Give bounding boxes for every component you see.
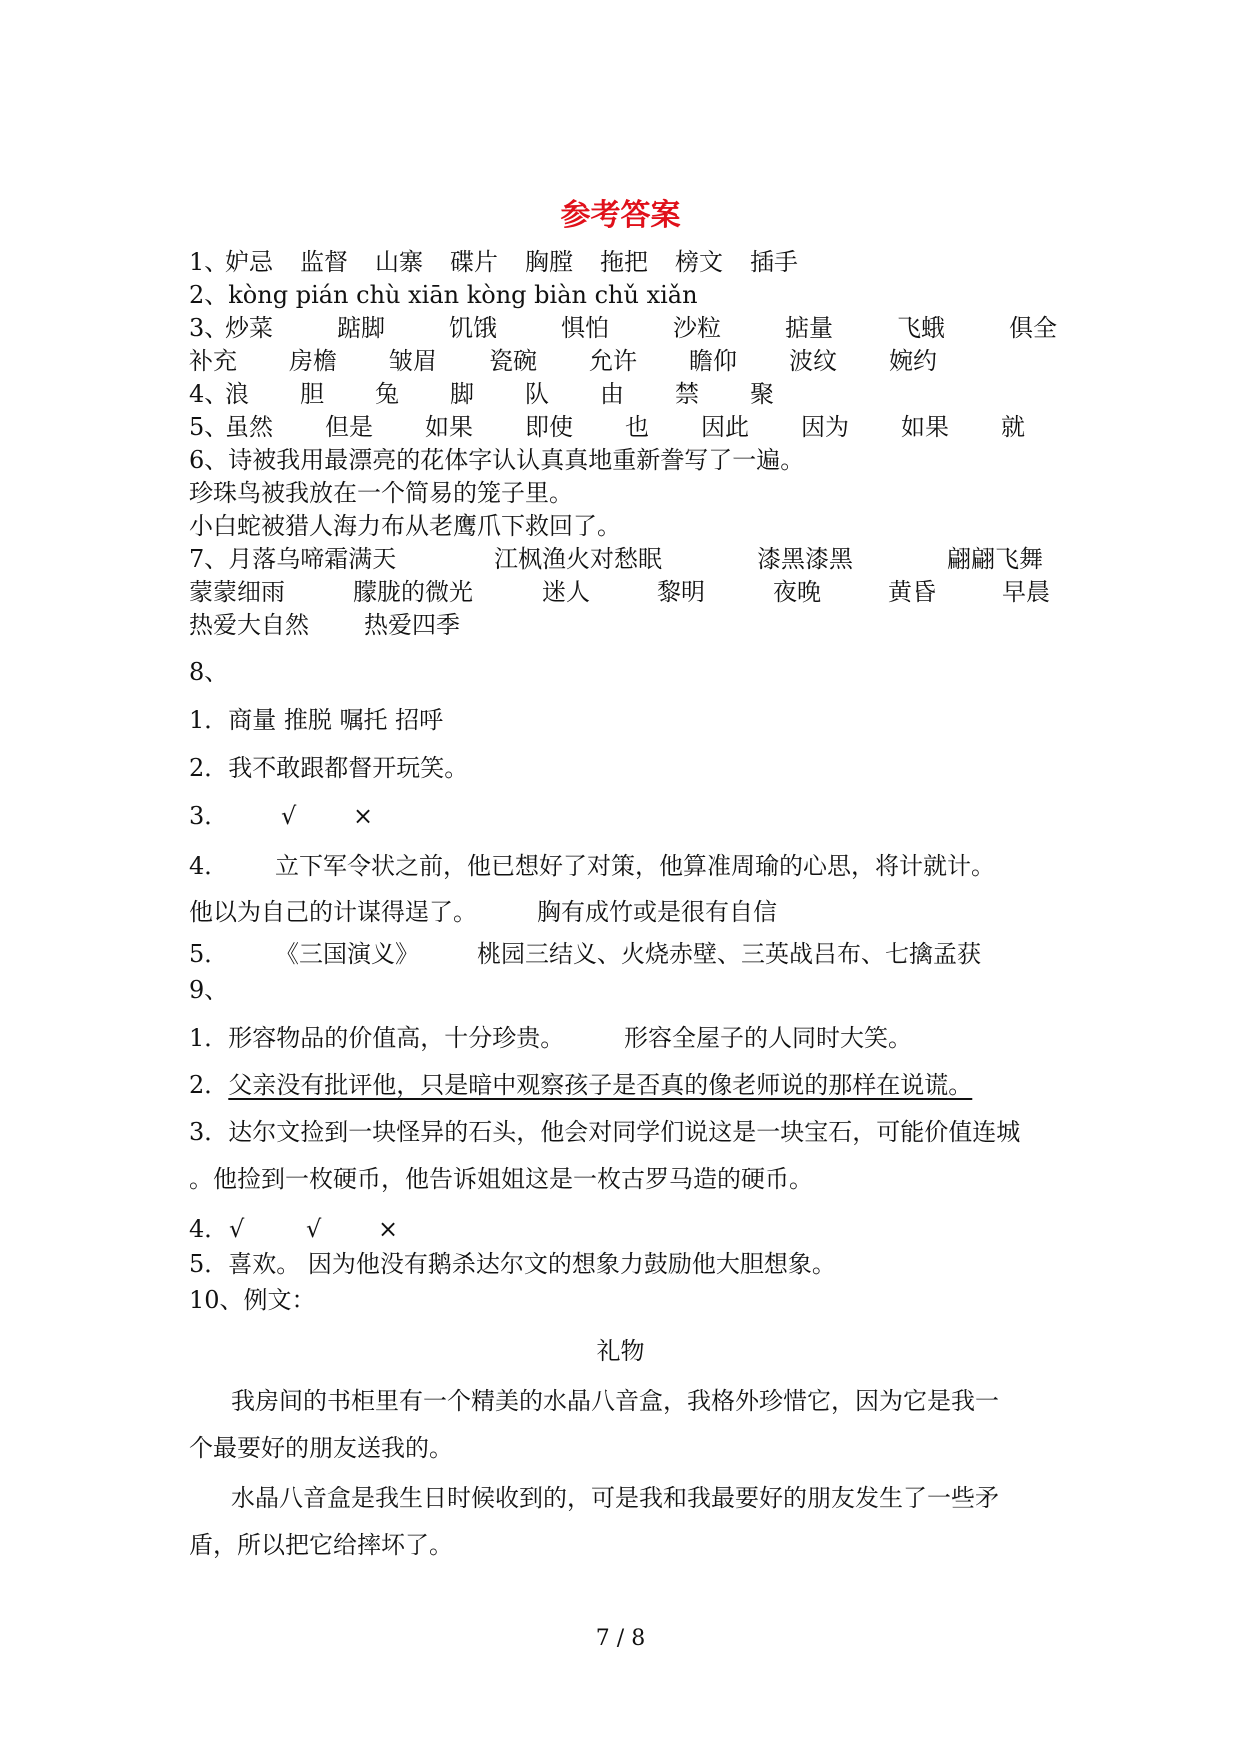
answer-9-number: 9、: [189, 976, 229, 1004]
answer-word: 妒忌: [225, 248, 273, 276]
sub-number: 4．: [189, 852, 229, 880]
essay-title: 礼物: [596, 1337, 645, 1365]
answer-8-1: 1．商量 推脱 嘱托 招呼: [189, 706, 444, 734]
answer-word: 飞蛾: [897, 314, 945, 342]
answer-word: 脚: [450, 380, 474, 408]
answer-word: 拖把: [600, 248, 648, 276]
check-mark: √: [281, 802, 297, 830]
answer-word: 胸膛: [525, 248, 573, 276]
answer-word: 即使: [525, 413, 573, 441]
answer-text: 他以为自己的计谋得逞了。: [189, 898, 477, 926]
answer-word: 瞻仰: [689, 347, 737, 375]
answer-word: 虽然: [225, 413, 273, 441]
answer-word: 夜晚: [773, 578, 821, 606]
answer-word: 热爱四季: [364, 611, 460, 639]
answer-word: 聚: [750, 380, 774, 408]
sub-number: 2．: [189, 1071, 229, 1099]
answer-8-number: 8、: [189, 658, 229, 686]
answer-word: 如果: [425, 413, 473, 441]
answer-word: 热爱大自然: [189, 611, 309, 639]
answer-word: 榜文: [675, 248, 723, 276]
answer-word: 房檐: [289, 347, 337, 375]
answer-text: 形容全屋子的人同时大笑。: [624, 1024, 912, 1052]
answer-10-label: 10、例文：: [189, 1286, 316, 1314]
answer-word: 波纹: [789, 347, 837, 375]
answer-text: 立下军令状之前，他已想好了对策，他算准周瑜的心思，将计就计。: [275, 852, 995, 880]
answer-word: 插手: [750, 248, 798, 276]
answer-word: 补充: [189, 347, 237, 375]
answer-word: 也: [625, 413, 649, 441]
answer-word: 监督: [300, 248, 348, 276]
answer-word: 瓷碗: [489, 347, 537, 375]
answer-9-2: [189, 1069, 972, 1101]
answer-word: 黄昏: [888, 578, 936, 606]
answer-9-5: 5．喜欢。 因为他没有鹅杀达尔文的想象力鼓励他大胆想象。: [189, 1250, 836, 1278]
answer-9-3-line1: 3．达尔文捡到一块怪异的石头，他会对同学们说这是一块宝石，可能价值连城: [189, 1118, 1021, 1146]
answer-word: 因此: [701, 413, 749, 441]
answer-word: 禁: [675, 380, 699, 408]
answer-word: 婉约: [889, 347, 937, 375]
sub-number: 3．: [189, 802, 229, 830]
answer-word: 皱眉: [389, 347, 437, 375]
answer-word: 炒菜: [225, 314, 273, 342]
answer-word: 漆黑漆黑: [757, 545, 853, 573]
answer-word: 由: [600, 380, 624, 408]
essay-paragraph-1-line1: 我房间的书柜里有一个精美的水晶八音盒，我格外珍惜它，因为它是我一: [231, 1387, 999, 1415]
answer-word: 沙粒: [673, 314, 721, 342]
answer-word: 蒙蒙细雨: [189, 578, 285, 606]
answer-text: 胸有成竹或是很有自信: [537, 898, 777, 926]
answer-8-2: 2．我不敢跟都督开玩笑。: [189, 754, 469, 782]
answer-word: 浪: [225, 380, 249, 408]
answer-number: 1、: [189, 248, 229, 276]
check-mark: √: [229, 1215, 245, 1243]
answer-6-line: 珍珠鸟被我放在一个简易的笼子里。: [189, 479, 573, 507]
answer-6-line: 6、诗被我用最漂亮的花体字认认真真地重新誊写了一遍。: [189, 446, 805, 474]
answer-word: 踮脚: [337, 314, 385, 342]
sub-number: 4．: [189, 1215, 229, 1243]
answer-word: 就: [1001, 413, 1025, 441]
answer-word: 早晨: [1002, 578, 1050, 606]
sub-number: 5．: [189, 940, 229, 968]
essay-paragraph-1-line2: 个最要好的朋友送我的。: [189, 1434, 453, 1462]
answer-word: 惧怕: [561, 314, 609, 342]
answer-word: 俱全: [1009, 314, 1057, 342]
answer-text: 1．形容物品的价值高，十分珍贵。: [189, 1024, 565, 1052]
book-title: 《三国演义》: [275, 940, 419, 968]
answer-word: 队: [525, 380, 549, 408]
answer-word: 迷人: [542, 578, 590, 606]
check-mark: √: [306, 1215, 322, 1243]
answer-6-line: 小白蛇被猎人海力布从老鹰爪下救回了。: [189, 512, 621, 540]
answer-word: 黎明: [657, 578, 705, 606]
answer-word: 7、月落乌啼霜满天: [189, 545, 397, 573]
answer-word: 饥饿: [449, 314, 497, 342]
answer-word: 碟片: [450, 248, 498, 276]
answer-text: 桃园三结义、火烧赤壁、三英战吕布、七擒孟获: [477, 940, 981, 968]
answer-word: 朦胧的微光: [353, 578, 473, 606]
answer-word: 如果: [901, 413, 949, 441]
page-number: 7 / 8: [595, 1626, 646, 1651]
cross-mark: ×: [353, 802, 374, 830]
answer-word: 因为: [801, 413, 849, 441]
answer-word: 江枫渔火对愁眠: [494, 545, 662, 573]
essay-paragraph-2-line1: 水晶八音盒是我生日时候收到的，可是我和我最要好的朋友发生了一些矛: [231, 1484, 999, 1512]
answer-word: 掂量: [785, 314, 833, 342]
answer-word: 允许: [589, 347, 637, 375]
answer-word: 胆: [300, 380, 324, 408]
answer-number: 5、: [189, 413, 229, 441]
page-title: 参考答案: [560, 198, 681, 233]
answer-2: 2、kòng pián chù xiān kòng biàn chǔ xiǎn: [189, 281, 698, 309]
answer-number: 4、: [189, 380, 229, 408]
answer-word: 山寨: [375, 248, 423, 276]
essay-paragraph-2-line2: 盾，所以把它给摔坏了。: [189, 1531, 453, 1559]
answer-number: 3、: [189, 314, 229, 342]
underlined-answer: 父亲没有批评他，只是暗中观察孩子是否真的像老师说的那样在说谎。: [228, 1071, 973, 1099]
cross-mark: ×: [378, 1215, 399, 1243]
answer-word: 兔: [375, 380, 399, 408]
answer-word: 翩翩飞舞: [947, 545, 1043, 573]
answer-9-3-line2: 。他捡到一枚硬币，他告诉姐姐这是一枚古罗马造的硬币。: [189, 1165, 813, 1193]
answer-word: 但是: [325, 413, 373, 441]
